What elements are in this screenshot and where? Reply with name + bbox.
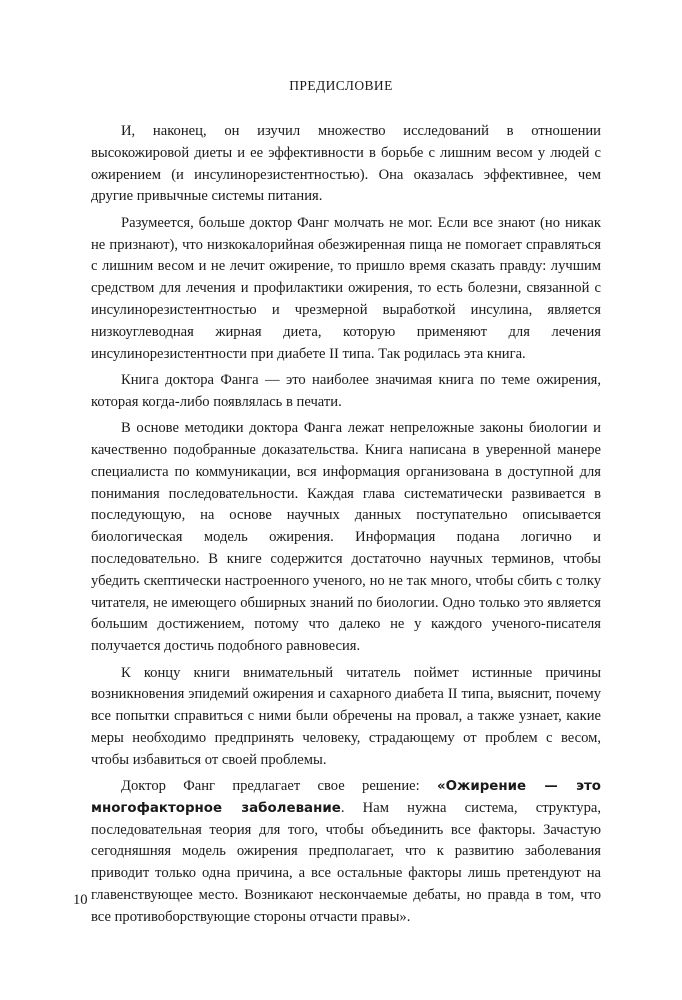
paragraph: Разумеется, больше доктор Фанг молчать не мог. Если все знают (но никак не признают), что низкокалорийная обезжиренная пища не помогает справляться с лишним весом и не лечит ожирение, то пришло время сказать правду: лучшим средством для лечения и профилактики ожирения, то есть болезни, связанной с инсулинорезистентностью и чрезмерной выработкой инсулина, является низкоуглеводная жирная диета, которую применяют для лечения инсулинорезистентности при диабете II типа. Так родилась эта книга. — [91, 214, 601, 362]
paragraph: В основе методики доктора Фанга лежат непреложные законы биологии и качественно подобранные доказательства. Книга написана в уверенной манере специалиста по коммуникации, вся информация организована в доступной для понимания последовательности. Каждая глава систематически развивается в последующую, на основе научных данных поступательно описывается биологическая модель ожирения. Информация подана логично и последовательно. В книге содержится достаточно научных терминов, чтобы убедить скептически настроенного ученого, но не так много, чтобы сбить с толку читателя, не имеющего обширных знаний по биологии. Одно только это является большим достижением, потому что далеко не у каждого ученого-писателя получается достичь подобного равновесия. — [91, 420, 601, 655]
page-number: 10 — [73, 892, 88, 908]
body-text — [91, 121, 601, 933]
paragraph-rest: . Нам нужна система, структура, последовательная теория для того, чтобы объединить все факторы. Зачастую сегодняшняя модель ожирения предполагает, что к развитию заболевания приводит только одна причина, а все остальные факторы лишь претендуют на главенствующее место. Возникают нескончаемые дебаты, но правда в том, что все противоборствующие стороны отчасти правы». — [91, 799, 601, 925]
paragraph: К концу книги внимательный читатель поймет истинные причины возникновения эпидемий ожирения и сахарного диабета II типа, выяснит, почему все попытки справиться с ними были обречены на провал, а также узнает, какие меры необходимо предпринять человеку, страдающему от проблем с весом, чтобы избавиться от своей проблемы. — [91, 664, 601, 768]
bold-quote: «Ожирение — это многофакторное заболевание — [91, 779, 601, 816]
paragraph: Книга доктора Фанга — это наиболее значимая книга по теме ожирения, которая когда-либо появлялась в печати. — [91, 371, 601, 410]
paragraph-last — [91, 776, 601, 929]
paragraph-lead: Доктор Фанг предлагает свое решение: — [121, 778, 437, 795]
paragraph: И, наконец, он изучил множество исследований в отношении высокожировой диеты и ее эффективности в борьбе с лишним весом у людей с ожирением (и инсулинорезистентностью). Она оказалась эффективнее, чем другие привычные системы питания. — [91, 123, 601, 205]
running-header: ПРЕДИСЛОВИЕ — [289, 78, 393, 93]
